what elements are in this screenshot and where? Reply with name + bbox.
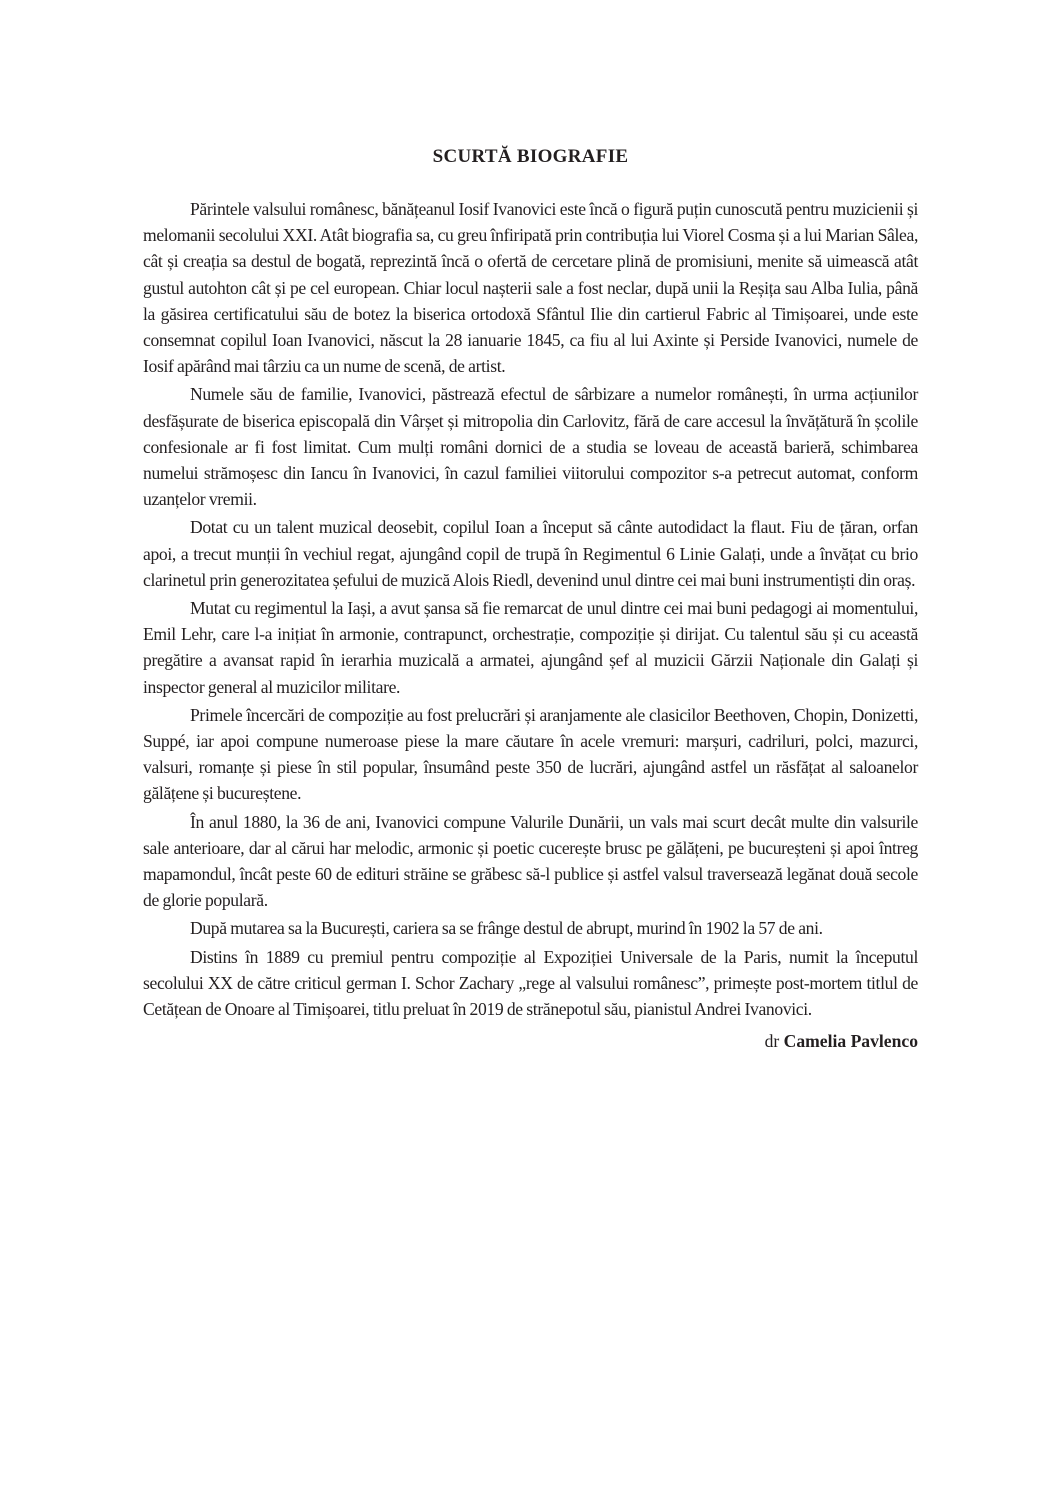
document-page bbox=[143, 144, 918, 1054]
signature-name: Camelia Pavlenco bbox=[783, 1031, 918, 1052]
paragraph-1: Părintele valsului românesc, bănățeanul Iosif Ivanovici este încă o figură puțin cunoscută pentru muzicienii și melomanii secolului XXI. Atât biografia sa, cu greu înfiripată prin contribuția lui Viorel Cosma și a lui Marian Sâlea, cât și creația sa destul de bogată, reprezintă încă o ofertă de cercetare plină de promisiuni, menite să uimească atât gustul autohton cât și pe cel european. Chiar locul nașterii sale a fost neclar, după unii la Reșița sau Alba Iulia, până la găsirea certificatului său de botez la biserica ortodoxă Sfântul Ilie din cartierul Fabric al Timișoarei, unde este consemnat copilul Ioan Ivanovici, născut la 28 ianuarie 1845, ca fiu al lui Axinte și Perside Ivanovici, numele de Iosif apărând mai târziu ca un nume de scenă, de artist. bbox=[143, 199, 918, 377]
paragraph-8: Distins în 1889 cu premiul pentru compoziție al Expoziției Universale de la Paris, numit la începutul secolului XX de către criticul german I. Schor Zachary „rege al valsului românesc”, primește post-mortem titlul de Cetățean de Onoare al Timișoarei, titlu preluat în 2019 de strănepotul său, pianistul Andrei Ivanovici. bbox=[143, 946, 918, 1020]
author-signature bbox=[143, 1028, 918, 1054]
paragraph-4: Mutat cu regimentul la Iași, a avut șansa să fie remarcat de unul dintre cei mai buni pedagogi ai momentului, Emil Lehr, care l-a inițiat în armonie, contrapunct, orchestrație, compoziție și dirijat. Cu talentul său și cu această pregătire a avansat rapid în ierarhia muzicală a armatei, ajungând șef al muzicii Gărzii Naționale din Galați și inspector general al muzicilor militare. bbox=[143, 598, 918, 697]
paragraph-5: Primele încercări de compoziție au fost prelucrări și aranjamente ale clasicilor Beethoven, Chopin, Donizetti, Suppé, iar apoi compune numeroase piese la mare căutare în acele vremuri: marșuri, cadriluri, polci, mazurci, valsuri, romanțe și piese în stil popular, însumând peste 350 de lucrări, ajungând astfel un răsfățat al saloanelor gălățene și bucureștene. bbox=[143, 704, 918, 804]
paragraph-3: Dotat cu un talent muzical deosebit, copilul Ioan a început să cânte autodidact la flaut. Fiu de țăran, orfan apoi, a trecut munții în vechiul regat, ajungând copil de trupă în Regimentul 6 Linie Galați, unde a învățat cu brio clarinetul prin generozitatea șefului de muzică Alois Riedl, devenind unul dintre cei mai buni instrumentiști din oraș. bbox=[143, 517, 918, 590]
paragraph-6: În anul 1880, la 36 de ani, Ivanovici compune Valurile Dunării, un vals mai scurt decât multe din valsurile sale anterioare, dar al cărui har melodic, armonic și poetic cucerește brusc pe gălățeni, pe bucureșteni și apoi întreg mapamondul, încât peste 60 de edituri străine se grăbesc să-l publice și astfel valsul traversează legănat două secole de glorie populară. bbox=[143, 811, 918, 911]
signature-prefix: dr bbox=[764, 1031, 780, 1052]
paragraph-7: După mutarea sa la București, cariera sa se frânge destul de abrupt, murind în 1902 la 57 de ani. bbox=[190, 918, 823, 939]
page-title: SCURTĂ BIOGRAFIE bbox=[432, 146, 629, 167]
paragraph-2: Numele său de familie, Ivanovici, păstrează efectul de sârbizare a numelor românești, în urma acțiunilor desfășurate de biserica episcopală din Vârșet și mitropolia din Carlovitz, fără de care accesul la învățătură în școlile confesionale ar fi fost limitat. Cum mulți români dornici de a studia se loveau de această barieră, schimbarea numelui strămoșesc din Iancu în Ivanovici, în cazul familiei viitorului compozitor s-a petrecut automat, conform uzanțelor vremii. bbox=[143, 384, 918, 510]
